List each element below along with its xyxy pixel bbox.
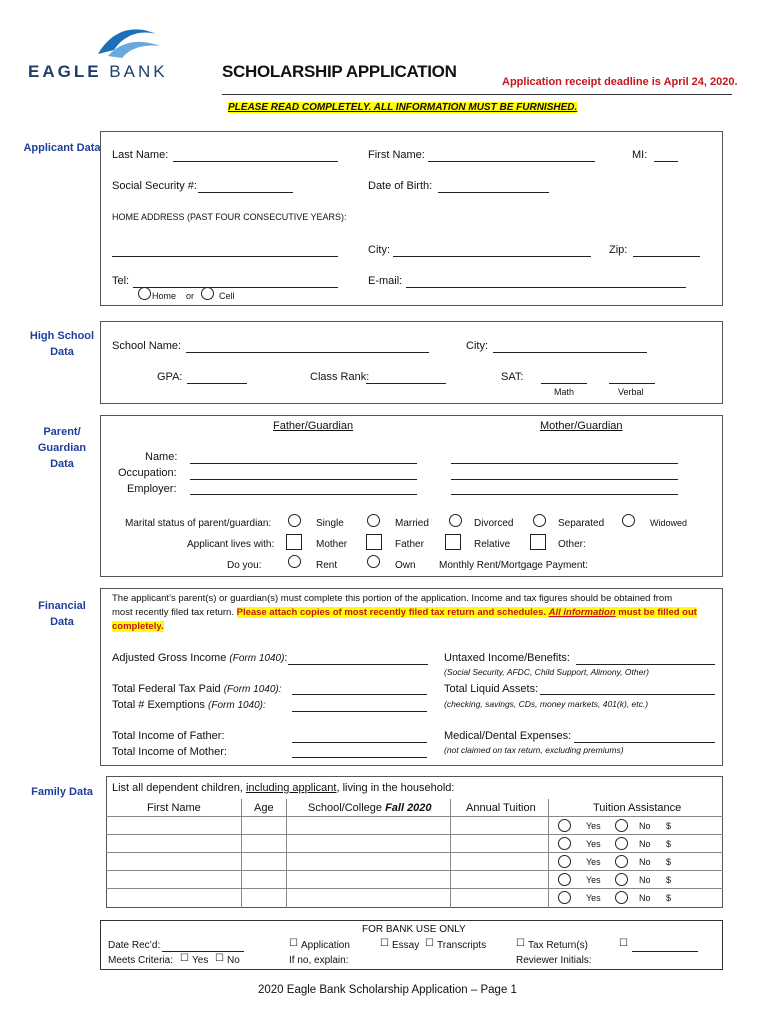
col-school-year: Fall 2020 — [385, 802, 432, 814]
mother-header: Mother/Guardian — [540, 420, 623, 432]
assist-yes-radio[interactable] — [558, 819, 571, 832]
section-family: Family Data — [31, 786, 93, 798]
exemptions-label — [112, 699, 266, 711]
ssn-field[interactable] — [198, 192, 293, 193]
married-radio[interactable] — [367, 514, 380, 527]
zip-field[interactable] — [633, 256, 700, 257]
email-label: E-mail: — [368, 275, 403, 287]
col-tuition: Annual Tuition — [466, 802, 536, 814]
notice-text: PLEASE READ COMPLETELY. ALL INFORMATION MUST BE FURNISHED. — [228, 102, 578, 113]
parent-name-label: Name: — [145, 451, 178, 463]
fed-tax-label — [112, 683, 282, 695]
hs-city-field[interactable] — [493, 352, 647, 353]
home-label: Home — [152, 291, 177, 301]
tax-returns-label: Tax Return(s) — [528, 940, 589, 951]
app-checkbox[interactable]: ☐ — [289, 938, 298, 949]
father-name-field[interactable] — [190, 463, 417, 464]
occupation-label: Occupation: — [118, 467, 177, 479]
class-rank-label: Class Rank: — [310, 371, 370, 383]
last-name-field[interactable] — [173, 161, 338, 162]
assist-no-label: No — [639, 875, 651, 885]
assist-no-label: No — [639, 839, 651, 849]
divorced-radio[interactable] — [449, 514, 462, 527]
assist-yes-radio[interactable] — [558, 837, 571, 850]
dob-label: Date of Birth: — [368, 180, 433, 192]
mother-name-field[interactable] — [451, 463, 678, 464]
father-header: Father/Guardian — [273, 420, 354, 432]
exemptions-field[interactable] — [292, 711, 427, 712]
mother-occupation-field[interactable] — [451, 479, 678, 480]
school-name-label: School Name: — [112, 340, 182, 352]
agi-label: Adjusted Gross Income (Form 1040): — [112, 652, 288, 664]
sat-label: SAT: — [501, 371, 524, 383]
table-row — [0, 853, 770, 871]
lives-father-label: Father — [395, 539, 424, 550]
other-checkbox[interactable]: ☐ — [619, 938, 628, 949]
assist-no-label: No — [639, 857, 651, 867]
section-applicant: Applicant Data — [23, 142, 101, 154]
single-radio[interactable] — [288, 514, 301, 527]
page-footer: 2020 Eagle Bank Scholarship Application – Page 1 — [258, 984, 517, 996]
section-parent: Parent/ Guardian Data — [37, 426, 87, 470]
separated-label: Separated — [558, 518, 605, 529]
cell-radio[interactable] — [201, 287, 214, 300]
parent-box — [100, 415, 723, 577]
assist-no-radio[interactable] — [615, 837, 628, 850]
assist-no-label: No — [639, 821, 651, 831]
col-age: Age — [254, 802, 274, 814]
own-label: Own — [395, 560, 416, 571]
liquid-field[interactable] — [540, 694, 715, 695]
hs-city-label: City: — [466, 340, 488, 352]
assist-yes-radio[interactable] — [558, 891, 571, 904]
income-mother-field[interactable] — [292, 757, 427, 758]
rent-label: Rent — [316, 560, 338, 571]
essay-label: Essay — [392, 940, 420, 951]
header-rule — [222, 94, 732, 95]
assist-no-radio[interactable] — [615, 819, 628, 832]
income-father-label: Total Income of Father: — [112, 730, 225, 742]
city-label: City: — [368, 244, 390, 256]
agi-form-text: (Form 1040) — [229, 653, 285, 664]
meets-criteria-label: Meets Criteria: — [108, 955, 174, 966]
dob-field[interactable] — [438, 192, 549, 193]
assist-no-label: No — [639, 893, 651, 903]
section-financial: Financial Data — [38, 600, 86, 628]
lives-father-checkbox[interactable] — [366, 534, 382, 550]
financial-intro-1: The applicant’s parent(s) or guardian(s) must complete this portion of the application. Income and tax figures should be obtained from — [112, 593, 673, 604]
if-no-label: If no, explain: — [289, 955, 349, 966]
lives-relative-checkbox[interactable] — [445, 534, 461, 550]
essay-checkbox[interactable]: ☐ — [380, 938, 389, 949]
bank-logo — [28, 22, 168, 84]
deadline-text: Application receipt deadline is April 24, 2020. — [502, 76, 738, 88]
widowed-label: Widowed — [650, 518, 688, 528]
liquid-label: Total Liquid Assets: — [444, 683, 539, 695]
assist-yes-radio[interactable] — [558, 873, 571, 886]
family-intro-u: including applicant — [245, 782, 337, 794]
address-label: HOME ADDRESS (PAST FOUR CONSECUTIVE YEARS): — [112, 212, 347, 222]
all-info-notice: All information — [548, 607, 616, 618]
class-rank-field[interactable] — [366, 383, 446, 384]
medical-field[interactable] — [574, 742, 715, 743]
rent-radio[interactable] — [288, 555, 301, 568]
untaxed-note: (Social Security, AFDC, Child Support, Alimony, Other) — [444, 667, 650, 677]
mi-field[interactable] — [654, 161, 678, 162]
ssn-label: Social Security #: — [112, 180, 197, 192]
assist-yes-radio[interactable] — [558, 855, 571, 868]
email-field[interactable] — [406, 287, 686, 288]
widowed-radio[interactable] — [622, 514, 635, 527]
math-label: Math — [554, 387, 575, 397]
fed-tax-form-text: (Form 1040): — [223, 684, 282, 695]
transcripts-checkbox[interactable]: ☐ — [425, 938, 434, 949]
assist-dollar: $ — [666, 893, 672, 903]
assist-dollar: $ — [666, 857, 672, 867]
gpa-label: GPA: — [157, 371, 183, 383]
verbal-label: Verbal — [618, 387, 644, 397]
other-field[interactable] — [632, 951, 698, 952]
home-radio[interactable] — [138, 287, 151, 300]
assist-no-radio[interactable] — [615, 873, 628, 886]
meets-yes-checkbox[interactable]: ☐ — [180, 953, 189, 964]
financial-intro-2: most recently filed tax return. — [112, 607, 234, 618]
lives-relative-label: Relative — [474, 539, 511, 550]
completely-notice: completely — [112, 621, 161, 632]
assist-no-radio[interactable] — [615, 891, 628, 904]
eagle-wave-icon — [94, 24, 164, 60]
father-occupation-field[interactable] — [190, 479, 417, 480]
table-row — [0, 889, 770, 907]
single-label: Single — [316, 518, 344, 529]
logo-light-text: BANK — [109, 62, 168, 81]
married-label: Married — [395, 518, 429, 529]
first-name-field[interactable] — [428, 161, 595, 162]
meets-yes-label: Yes — [192, 955, 209, 966]
marital-label: Marital status of parent/guardian: — [125, 518, 272, 529]
city-field[interactable] — [393, 256, 591, 257]
lives-with-label: Applicant lives with: — [187, 539, 275, 550]
table-row — [0, 817, 770, 835]
financial-intro: The applicant’s parent(s) or guardian(s) must complete this portion of the application. Income and tax figures should be obtained from most recently filed tax return. Please attach copies of most recently filed tax return and schedules. All information must be filled out completely. — [112, 593, 697, 632]
medical-note: (not claimed on tax return, excluding premiums) — [444, 745, 624, 755]
divorced-label: Divorced — [474, 518, 514, 529]
medical-label: Medical/Dental Expenses: — [444, 730, 572, 742]
family-intro-b: , living in the household: — [336, 782, 455, 794]
lives-other-checkbox[interactable] — [530, 534, 546, 550]
untaxed-field[interactable] — [576, 664, 715, 665]
lives-other-label: Other: — [558, 539, 586, 550]
cell-label: Cell — [219, 291, 235, 301]
attach-notice: Please attach copies of most recently filed tax return and schedules — [236, 607, 544, 618]
lives-mother-label: Mother — [316, 539, 348, 550]
income-mother-label: Total Income of Mother: — [112, 746, 227, 758]
untaxed-label: Untaxed Income/Benefits: — [444, 652, 570, 664]
col-assist: Tuition Assistance — [593, 802, 682, 814]
must-fill-notice: must be filled out — [615, 607, 697, 618]
col-school-text: School/College — [308, 802, 386, 814]
logo-bold-text: EAGLE — [28, 62, 102, 81]
meets-no-checkbox[interactable]: ☐ — [215, 953, 224, 964]
exemptions-label-text: Total # Exemptions — [112, 699, 205, 711]
monthly-payment-label: Monthly Rent/Mortgage Payment: — [439, 560, 588, 571]
separated-radio[interactable] — [533, 514, 546, 527]
table-row — [0, 835, 770, 853]
mother-employer-field[interactable] — [451, 494, 678, 495]
lives-mother-checkbox[interactable] — [286, 534, 302, 550]
mi-label: MI: — [632, 149, 648, 161]
liquid-note: (checking, savings, CDs, money markets, 401(k), etc.) — [444, 699, 649, 709]
assist-yes-label: Yes — [586, 857, 601, 867]
assist-dollar: $ — [666, 839, 672, 849]
date-recd-label: Date Rec’d: — [108, 940, 161, 951]
exemptions-form-text: (Form 1040): — [208, 700, 266, 711]
school-name-field[interactable] — [186, 352, 429, 353]
fed-tax-field[interactable] — [292, 694, 427, 695]
family-intro — [112, 782, 454, 794]
assist-dollar: $ — [666, 821, 672, 831]
tel-label: Tel: — [112, 275, 130, 287]
employer-label: Employer: — [127, 483, 177, 495]
bank-use-title: FOR BANK USE ONLY — [362, 924, 466, 935]
first-name-label: First Name: — [368, 149, 425, 161]
date-recd-field[interactable] — [162, 951, 244, 952]
tel-field[interactable] — [133, 287, 338, 288]
transcripts-label: Transcripts — [437, 940, 487, 951]
do-you-label: Do you: — [227, 560, 262, 571]
agi-label-text: Adjusted Gross Income — [112, 652, 227, 664]
assist-dollar: $ — [666, 875, 672, 885]
or-label: or — [186, 291, 195, 301]
fed-tax-label-text: Total Federal Tax Paid — [112, 683, 221, 695]
zip-label: Zip: — [609, 244, 628, 256]
sat-verbal-field[interactable] — [609, 383, 655, 384]
own-radio[interactable] — [367, 555, 380, 568]
agi-field[interactable] — [288, 664, 428, 665]
assist-yes-label: Yes — [586, 875, 601, 885]
page-title: SCHOLARSHIP APPLICATION — [222, 62, 457, 81]
income-father-field[interactable] — [292, 742, 427, 743]
meets-no-label: No — [227, 955, 240, 966]
assist-yes-label: Yes — [586, 821, 601, 831]
father-employer-field[interactable] — [190, 494, 417, 495]
application-label: Application — [301, 940, 350, 951]
assist-yes-label: Yes — [586, 893, 601, 903]
col-first-name: First Name — [147, 802, 201, 814]
assist-no-radio[interactable] — [615, 855, 628, 868]
gpa-field[interactable] — [187, 383, 247, 384]
assist-yes-label: Yes — [586, 839, 601, 849]
address-field[interactable] — [112, 256, 338, 257]
sat-math-field[interactable] — [541, 383, 587, 384]
table-row — [0, 871, 770, 889]
reviewer-label: Reviewer Initials: — [516, 955, 592, 966]
section-high-school: High School Data — [29, 330, 95, 358]
last-name-label: Last Name: — [112, 149, 169, 161]
col-school — [308, 802, 432, 814]
family-intro-a: List all dependent children, — [112, 782, 246, 794]
tax-returns-checkbox[interactable]: ☐ — [516, 938, 525, 949]
